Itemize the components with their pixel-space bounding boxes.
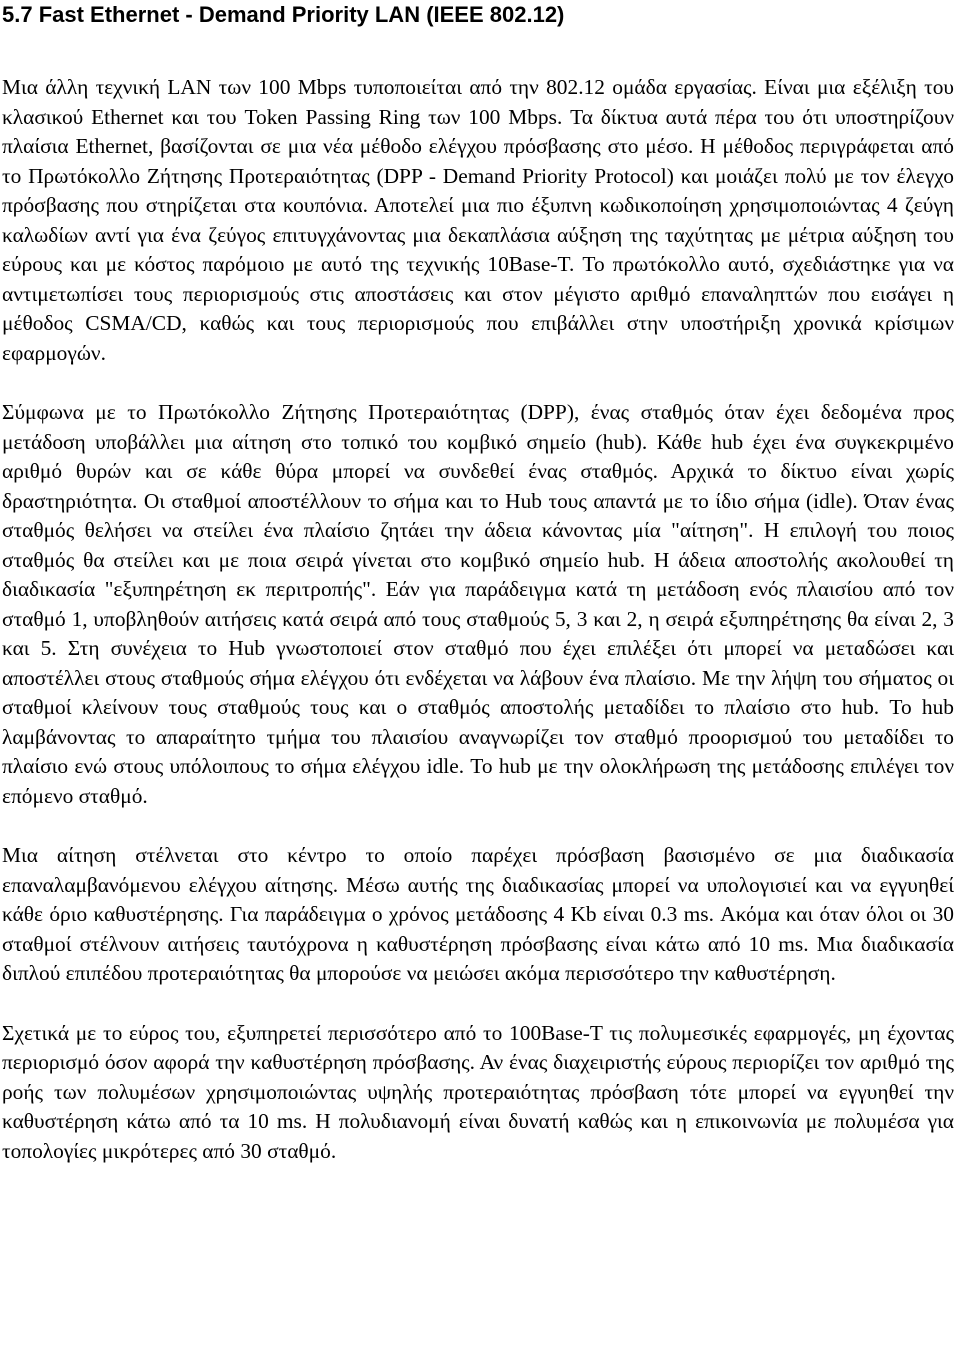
- paragraph-dpp-procedure: Σύμφωνα με το Πρωτόκολλο Ζήτησης Προτεραιότητας (DPP), ένας σταθμός όταν έχει δεδομένα προς μετάδοση υποβάλλει μια αίτηση στο τοπικό του κομβικό σημείο (hub). Κάθε hub έχει ένα συγκεκριμένο αριθμό θυρών και σε κάθε θύρα μπορεί να συνδεθεί ένας σταθμός. Αρχικά το δίκτυο είναι χωρίς δραστηριότητα. Οι σταθμοί αποστέλλουν το σήμα και το Hub τους απαντά με το ίδιο σήμα (idle). Όταν ένας σταθμός θελήσει να στείλει ένα πλαίσιο ζητάει την άδεια κάνοντας μία "αίτηση". Η επιλογή του ποιος σταθμός θα στείλει και με ποια σειρά γίνεται στο κομβικό σημείο hub. Η άδεια αποστολής ακολουθεί τη διαδικασία "εξυπηρέτηση εκ περιτροπής". Εάν για παράδειγμα κατά τη μετάδοση ενός πλαισίου από τον σταθμό 1, υποβληθούν αιτήσεις κατά σειρά από τους σταθμούς 5, 3 και 2, η σειρά εξυπηρέτησης θα είναι 2, 3 και 5. Στη συνέχεια το Hub γνωστοποιεί στον σταθμό που έχει επιλέξει ότι μπορεί να μεταδώσει και αποστέλλει στους σταθμούς σήμα ελέγχου ότι ενδέχεται να λάβουν ένα πλαίσιο. Με την λήψη του σήματος οι σταθμοί κλείνουν τους σταθμούς τους και ο σταθμός αποστολής μεταδίδει το πλαίσιο στο hub. Το hub λαμβάνοντας το απαραίτητο τμήμα του πλαισίου αναγνωρίζει τον σταθμό προορισμού του μεταδίδει το πλαίσιο ενώ στους υπόλοιπους το σήμα ελέγχου idle. Το hub με την ολοκλήρωση της μετάδοσης επιλέγει τον επόμενο σταθμό.: [2, 400, 954, 808]
- paragraph-multimedia: Σχετικά με το εύρος του, εξυπηρετεί περισσότερο από το 100Base-T τις πολυμεσικές εφαρμογές, μη έχοντας περιορισμό όσον αφορά την καθυστέρηση πρόσβασης. Αν ένας διαχειριστής εύρους περιορίζει τον αριθμό της ροής των πολυμέσων χρησιμοποιώντας υψηλής προτεραιότητας πρόσβαση τότε μπορεί να εγγυηθεί την καθυστέρηση κάτω από τα 10 ms. Η πολυδιανομή είναι δυνατή καθώς και η επικοινωνία με πολυμέσα για τοπολογίες μικρότερες από 30 σταθμό.: [2, 1020, 954, 1163]
- document-page: [2, 0, 954, 1166]
- paragraph-request-delay: Μια αίτηση στέλνεται στο κέντρο το οποίο παρέχει πρόσβαση βασισμένο σε μια διαδικασία επαναλαμβανόμενου ελέγχου αίτησης. Μέσω αυτής της διαδικασίας μπορεί να υπολογισιεί και να εγγυηθεί κάθε όριο καθυστέρησης. Για παράδειγμα ο χρόνος μετάδοσης 4 Kb είναι 0.3 ms. Ακόμα και όταν όλοι οι 30 σταθμοί στέλνουν αιτήσεις ταυτόχρονα η καθυστέρηση πρόσβασης είναι κάτω από 10 ms. Μια διαδικασία διπλού επιπέδου προτεραιότητας θα μπορούσε να μειώσει ακόμα περισσότερο την καθυστέρηση.: [2, 843, 954, 985]
- section-heading: 5.7 Fast Ethernet - Demand Priority LAN (IEEE 802.12): [2, 2, 565, 27]
- paragraph-intro: Μια άλλη τεχνική LAN των 100 Mbps τυποποιείται από την 802.12 ομάδα εργασίας. Είναι μια εξέλιξη του κλασικού Ethernet και του Token Passing Ring των 100 Mbps. Τα δίκτυα αυτά πέρα του ότι υποστηρίζουν πλαίσια Ethernet, βασίζονται σε μια νέα μέθοδο ελέγχου πρόσβασης στο μέσο. Η μέθοδος περιγράφεται από το Πρωτόκολλο Ζήτησης Προτεραιότητας (DPP - Demand Priority Protocol) και μοιάζει πολύ με τον έλεγχο πρόσβασης που στηρίζεται στα κουπόνια. Αποτελεί μια πιο έξυπνη κωδικοποίηση χρησιμοποιώντας 4 ζεύγη καλωδίων αντί για ένα ζεύγος επιτυγχάνοντας μια δεκαπλάσια αύξηση της ταχύτητας με μέτρια αύξηση του εύρους και με κόστος παρόμοιο με αυτό της τεχνικής 10Base-T. Το πρωτόκολλο αυτό, σχεδιάστηκε για να αντιμετωπίσει τους περιορισμούς στις αποστάσεις και στον μέγιστο αριθμό επαναληπτών που εισάγει η μέθοδος CSMA/CD, καθώς και τους περιορισμούς που επιβάλλει στην υποστήριξη χρονικά κρίσιμων εφαρμογών.: [2, 75, 954, 365]
